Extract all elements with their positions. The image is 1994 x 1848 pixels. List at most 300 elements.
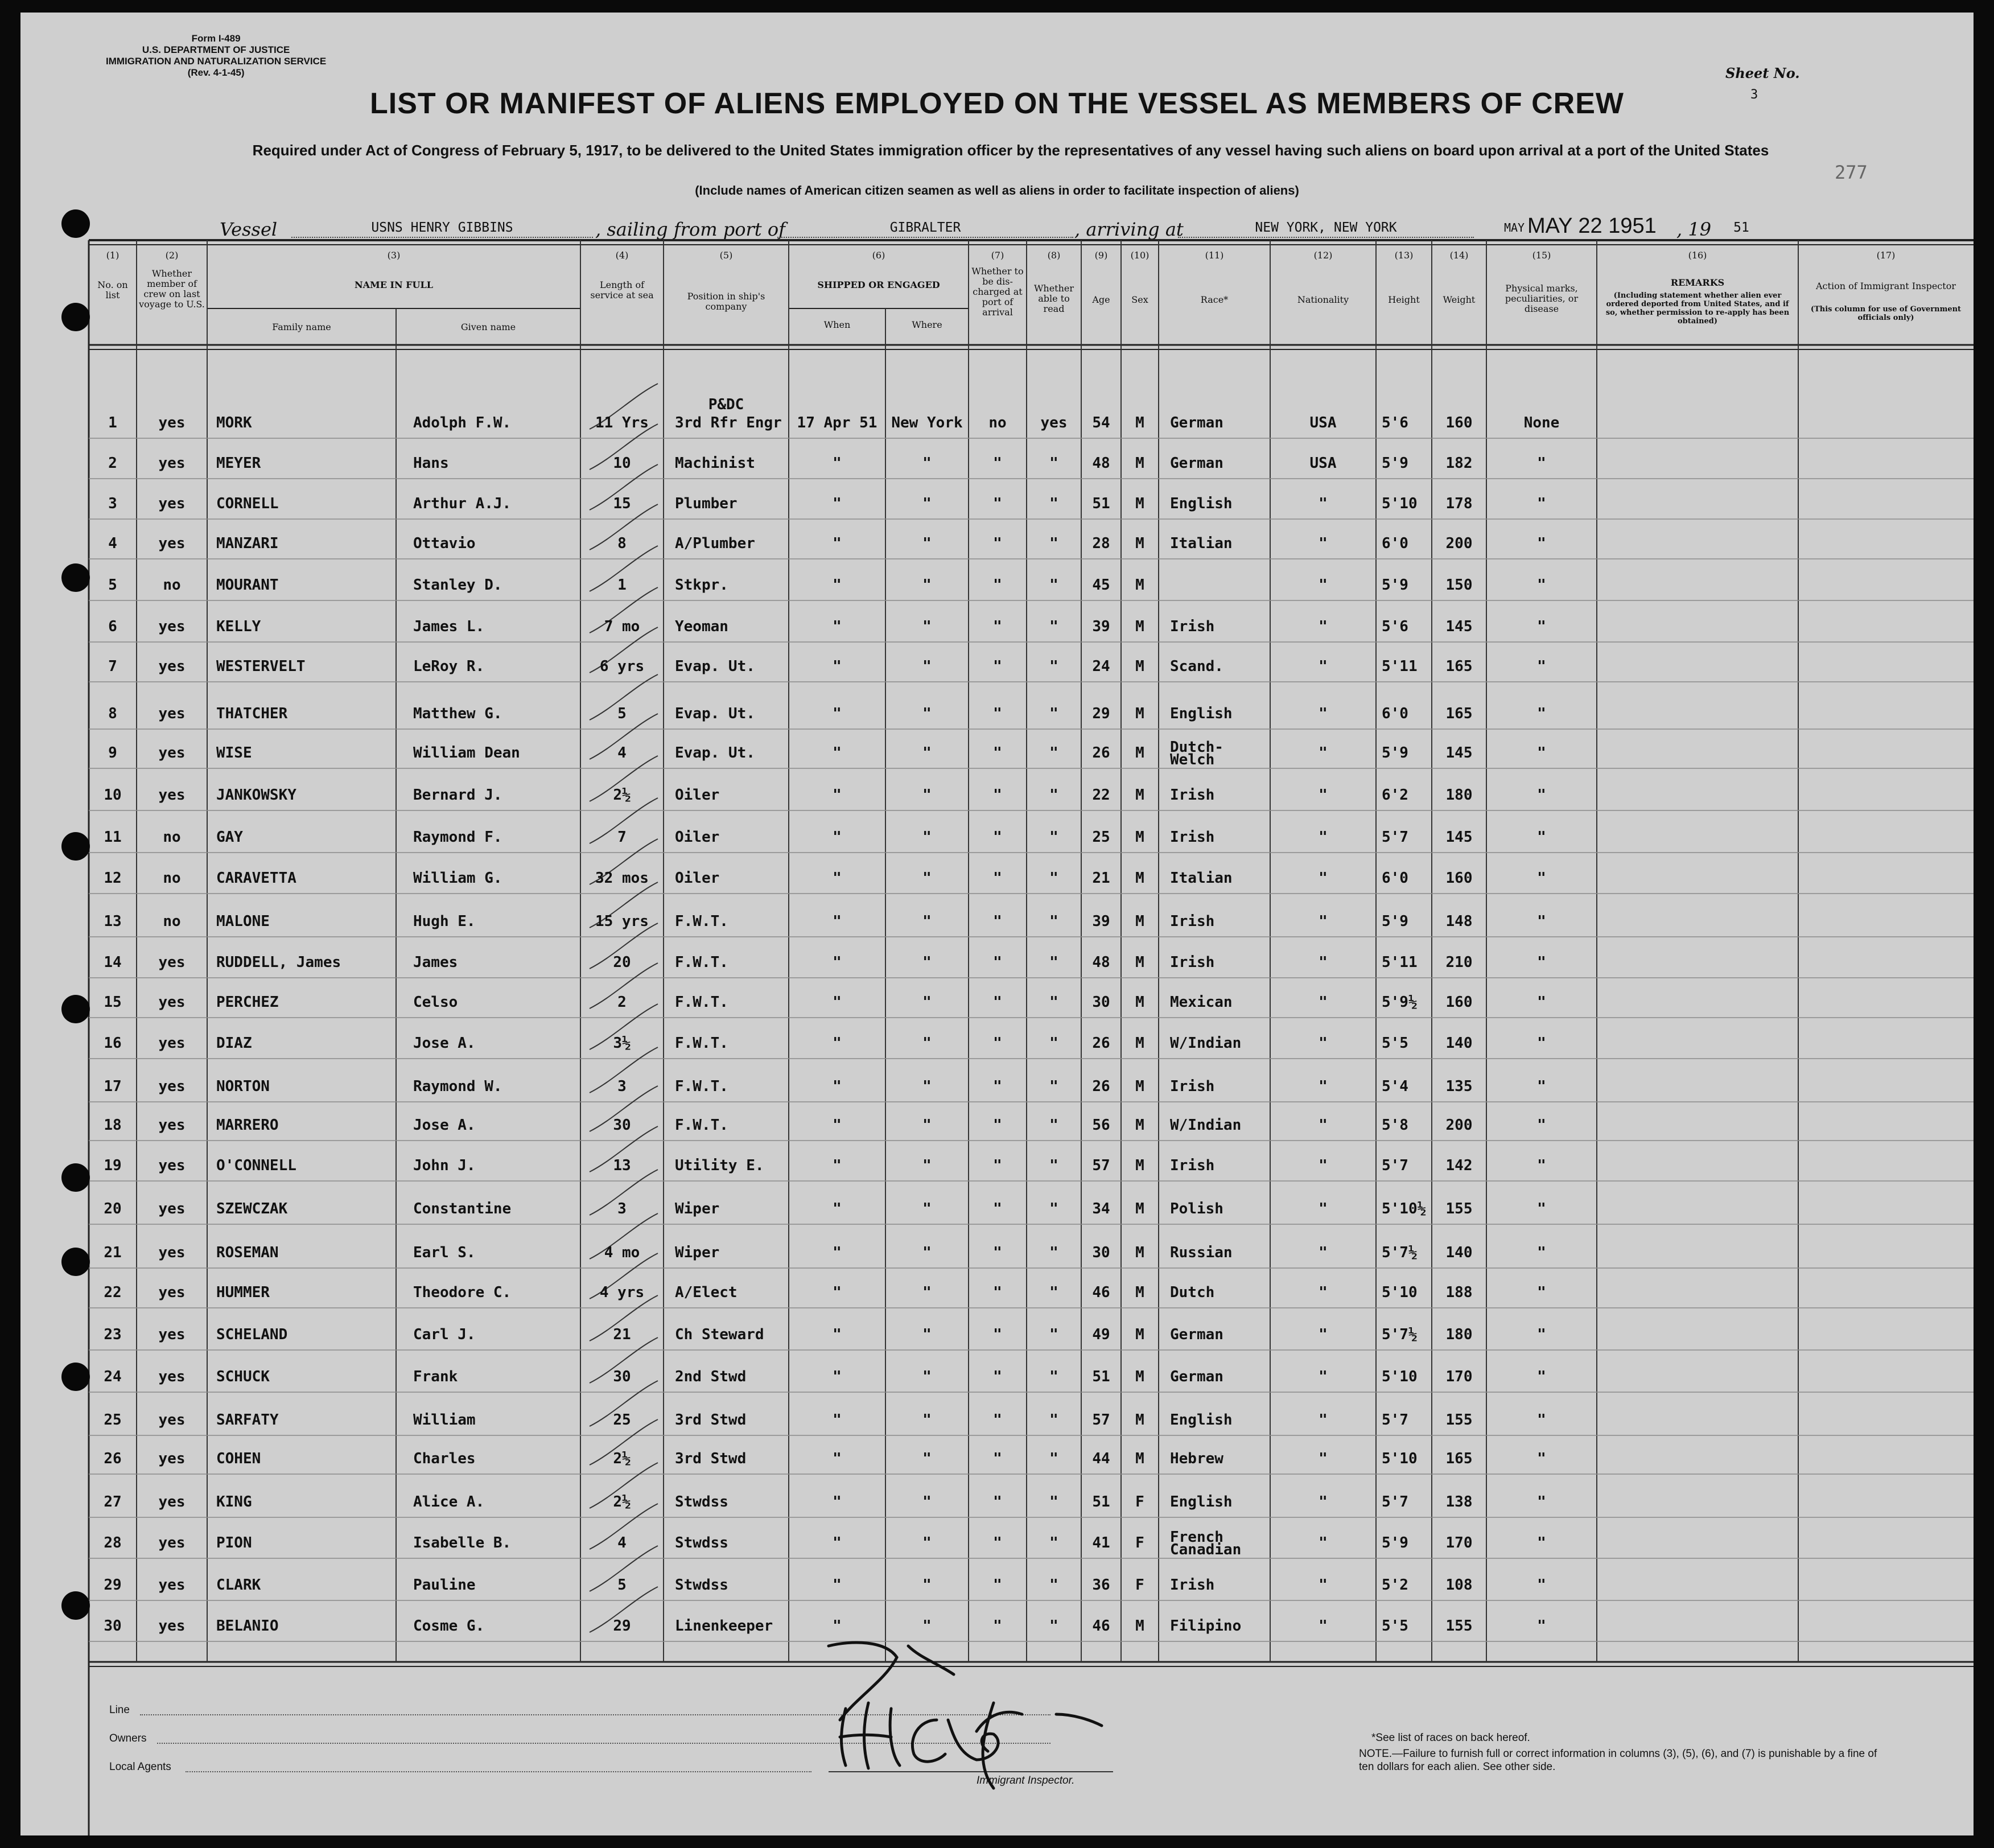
row-read: " [1049, 1284, 1058, 1301]
manifest-sheet [20, 13, 1974, 1835]
column-header-c11: Race* [1200, 294, 1229, 305]
row-marks: " [1537, 1577, 1546, 1594]
row-discharged: " [993, 1284, 1002, 1301]
row-discharged: " [993, 495, 1002, 512]
row-service: 5 [617, 1577, 627, 1594]
row-where: " [922, 1117, 932, 1134]
department-name: U.S. DEPARTMENT OF JUSTICE [142, 44, 290, 55]
line-label: Line [109, 1704, 130, 1716]
row-height: 6'0 [1382, 535, 1408, 552]
row-race: German [1170, 414, 1223, 431]
row-service: 30 [613, 1117, 631, 1134]
row-family: RUDDELL, James [216, 954, 341, 971]
row-nationality: " [1319, 577, 1328, 594]
row-age: 57 [1092, 1411, 1110, 1429]
row-prior: yes [158, 1617, 186, 1635]
row-service: 25 [613, 1411, 631, 1429]
row-given: Carl J. [413, 1326, 476, 1343]
row-weight: 178 [1445, 495, 1473, 512]
row-no: 13 [104, 913, 122, 930]
row-service: 4 mo [604, 1244, 640, 1261]
page-subtitle: Required under Act of Congress of February 5, 1917, to be delivered to the United States immigration officer by the representatives of any vessel having such aliens on board upon arrival at a port of the United States [252, 142, 1769, 159]
row-height: 5'7 [1382, 1411, 1408, 1429]
row-no: 15 [104, 994, 122, 1011]
row-where: " [922, 829, 932, 846]
row-where: " [922, 787, 932, 804]
row-nationality: " [1319, 1200, 1328, 1217]
row-discharged: no [988, 414, 1007, 431]
row-where: " [922, 618, 932, 635]
row-height: 5'6 [1382, 618, 1408, 635]
row-race: W/Indian [1170, 1117, 1242, 1134]
row-read: " [1049, 913, 1058, 930]
row-when: " [833, 1157, 842, 1174]
row-race: Irish [1170, 618, 1215, 635]
row-discharged: " [993, 1493, 1002, 1510]
row-when: " [833, 495, 842, 512]
row-service: 3 [617, 1078, 627, 1095]
row-weight: 150 [1445, 577, 1473, 594]
row-prior: yes [158, 1534, 186, 1551]
row-sex: F [1135, 1493, 1144, 1510]
row-race: English [1170, 705, 1233, 722]
row-read: " [1049, 1035, 1058, 1052]
row-sex: M [1135, 1157, 1144, 1174]
row-no: 18 [104, 1117, 122, 1134]
row-age: 36 [1092, 1577, 1110, 1594]
row-given: Raymond W. [413, 1078, 502, 1095]
column-number-12: (12) [1313, 250, 1333, 261]
row-marks: " [1537, 1244, 1546, 1261]
row-marks: " [1537, 829, 1546, 846]
row-position: 3rd Stwd [675, 1411, 747, 1429]
row-marks: " [1537, 1035, 1546, 1052]
row-read: " [1049, 1368, 1058, 1385]
row-position: Evap. Ut. [675, 705, 755, 722]
row-no: 29 [104, 1577, 122, 1594]
row-when: " [833, 455, 842, 472]
row-sex: M [1135, 1284, 1144, 1301]
row-weight: 170 [1445, 1534, 1473, 1551]
row-read: " [1049, 870, 1058, 887]
row-given: Hans [413, 455, 449, 472]
row-discharged: " [993, 1411, 1002, 1429]
row-race: Russian [1170, 1244, 1233, 1261]
column-header-c2: Whether member of crew on last voyage to U.S. [139, 268, 205, 310]
row-when: " [833, 1284, 842, 1301]
row-marks: " [1537, 455, 1546, 472]
row-discharged: " [993, 1326, 1002, 1343]
column-header-c10: Sex [1131, 294, 1148, 305]
row-where: " [922, 658, 932, 675]
row-position: 2nd Stwd [675, 1368, 747, 1385]
row-read: " [1049, 1244, 1058, 1261]
row-discharged: " [993, 744, 1002, 762]
row-race: Polish [1170, 1200, 1223, 1217]
row-family: HUMMER [216, 1284, 270, 1301]
row-prior: yes [158, 1450, 186, 1467]
column-number-5: (5) [719, 250, 733, 261]
row-no: 22 [104, 1284, 122, 1301]
row-family: MEYER [216, 455, 261, 472]
row-given: William Dean [413, 744, 520, 762]
form-number: Form I-489 [191, 33, 241, 44]
row-no: 21 [104, 1244, 122, 1261]
row-where: " [922, 1617, 932, 1635]
row-nationality: " [1319, 787, 1328, 804]
row-discharged: " [993, 577, 1002, 594]
row-discharged: " [993, 658, 1002, 675]
row-position: Stwdss [675, 1577, 728, 1594]
row-sex: M [1135, 1117, 1144, 1134]
row-where: " [922, 1157, 932, 1174]
row-given: Earl S. [413, 1244, 476, 1261]
row-prior: yes [158, 1157, 186, 1174]
row-sex: M [1135, 1450, 1144, 1467]
service-name: IMMIGRATION AND NATURALIZATION SERVICE [106, 56, 327, 67]
vessel-name-field: USNS HENRY GIBBINS [291, 220, 593, 238]
row-prior: yes [158, 535, 186, 552]
column-header-c4: Length of service at sea [590, 279, 654, 301]
row-read: " [1049, 994, 1058, 1011]
row-weight: 142 [1445, 1157, 1473, 1174]
row-discharged: " [993, 1078, 1002, 1095]
row-prior: no [163, 829, 181, 846]
row-service: 7 mo [604, 618, 640, 635]
row-sex: M [1135, 495, 1144, 512]
row-when: " [833, 829, 842, 846]
row-family: WISE [216, 744, 252, 762]
row-age: 26 [1092, 744, 1110, 762]
row-marks: " [1537, 1117, 1546, 1134]
row-sex: M [1135, 658, 1144, 675]
row-service: 4 [617, 1534, 627, 1551]
row-marks: " [1537, 954, 1546, 971]
row-read: " [1049, 1534, 1058, 1551]
row-weight: 165 [1445, 705, 1473, 722]
row-no: 14 [104, 954, 122, 971]
row-read: " [1049, 1078, 1058, 1095]
row-nationality: " [1319, 658, 1328, 675]
row-nationality: " [1319, 1368, 1328, 1385]
row-service: 20 [613, 954, 631, 971]
row-discharged: " [993, 1577, 1002, 1594]
row-marks: " [1537, 1200, 1546, 1217]
row-when: " [833, 1117, 842, 1134]
row-height: 5'10 [1382, 1368, 1418, 1385]
row-given: William G. [413, 870, 502, 887]
row-sex: M [1135, 414, 1144, 431]
row-given: Alice A. [413, 1493, 485, 1510]
row-position: Evap. Ut. [675, 658, 755, 675]
row-marks: " [1537, 705, 1546, 722]
row-position: Plumber [675, 495, 738, 512]
column-header-c3a: Family name [272, 322, 331, 332]
row-read: " [1049, 1326, 1058, 1343]
row-sex: M [1135, 994, 1144, 1011]
row-sex: M [1135, 1368, 1144, 1385]
row-no: 4 [108, 535, 117, 552]
row-discharged: " [993, 1368, 1002, 1385]
row-position: F.W.T. [675, 994, 728, 1011]
column-number-3: (3) [387, 250, 401, 261]
row-prior: yes [158, 1078, 186, 1095]
column-header-c13: Height [1388, 294, 1420, 305]
inspector-signature [806, 1623, 1124, 1794]
row-position: Stwdss [675, 1534, 728, 1551]
row-nationality: " [1319, 744, 1328, 762]
page-title: LIST OR MANIFEST OF ALIENS EMPLOYED ON THE VESSEL AS MEMBERS OF CREW [370, 87, 1624, 120]
column-number-15: (15) [1532, 250, 1551, 261]
row-marks: " [1537, 1078, 1546, 1095]
row-prior: no [163, 913, 181, 930]
row-age: 46 [1092, 1284, 1110, 1301]
row-position: Utility E. [675, 1157, 764, 1174]
row-no: 23 [104, 1326, 122, 1343]
row-where: " [922, 994, 932, 1011]
row-age: 24 [1092, 658, 1110, 675]
column-header-c3: NAME IN FULL [354, 279, 433, 290]
row-discharged: " [993, 618, 1002, 635]
row-height: 5'11 [1382, 658, 1418, 675]
row-position: A/Plumber [675, 535, 755, 552]
column-header-c14: Weight [1443, 294, 1476, 305]
row-position: F.W.T. [675, 913, 728, 930]
row-race: Irish [1170, 1157, 1215, 1174]
sailing-port-field: GIBRALTER [777, 220, 1073, 238]
binder-punch-hole [61, 832, 90, 861]
row-family: MANZARI [216, 535, 279, 552]
row-discharged: " [993, 1450, 1002, 1467]
row-height: 6'0 [1382, 705, 1408, 722]
row-sex: M [1135, 1078, 1144, 1095]
row-prior: yes [158, 705, 186, 722]
page-instruction: (Include names of American citizen seamen as well as aliens in order to facilitate inspection of aliens) [695, 183, 1299, 197]
row-position: Machinist [675, 455, 755, 472]
row-no: 8 [108, 705, 117, 722]
row-read: " [1049, 535, 1058, 552]
row-height: 5'10½ [1382, 1200, 1427, 1217]
row-race: Scand. [1170, 658, 1223, 675]
column-header-c16-sub: (Including statement whether alien ever ordered deported from United States, and if so, whether permission to re-apply has been obtained) [1605, 291, 1790, 326]
row-service: 2½ [613, 1493, 631, 1510]
sheet-number-value: 3 [1750, 88, 1758, 102]
row-read: " [1049, 705, 1058, 722]
row-sex: M [1135, 705, 1144, 722]
row-weight: 155 [1445, 1617, 1473, 1635]
row-given: Cosme G. [413, 1617, 485, 1635]
row-no: 16 [104, 1035, 122, 1052]
row-height: 5'5 [1382, 1035, 1408, 1052]
row-read: " [1049, 744, 1058, 762]
row-age: 39 [1092, 913, 1110, 930]
row-age: 26 [1092, 1078, 1110, 1095]
row-age: 51 [1092, 1493, 1110, 1510]
column-number-1: (1) [106, 250, 120, 261]
row-given: LeRoy R. [413, 658, 485, 675]
row-marks: " [1537, 535, 1546, 552]
row-when: " [833, 1035, 842, 1052]
row-service: 13 [613, 1157, 631, 1174]
row-age: 54 [1092, 414, 1110, 431]
row-weight: 155 [1445, 1411, 1473, 1429]
row-position: Oiler [675, 787, 720, 804]
row-family: CARAVETTA [216, 870, 296, 887]
row-no: 11 [104, 829, 122, 846]
row-nationality: " [1319, 535, 1328, 552]
row-weight: 135 [1445, 1078, 1473, 1095]
row-prior: yes [158, 994, 186, 1011]
row-read: " [1049, 954, 1058, 971]
row-height: 5'7 [1382, 1493, 1408, 1510]
row-marks: " [1537, 658, 1546, 675]
row-nationality: " [1319, 1411, 1328, 1429]
row-where: " [922, 870, 932, 887]
form-revision: (Rev. 4-1-45) [187, 67, 245, 78]
row-marks: " [1537, 577, 1546, 594]
row-age: 51 [1092, 495, 1110, 512]
row-family: GAY [216, 829, 243, 846]
row-discharged: " [993, 913, 1002, 930]
binder-punch-hole [61, 1363, 90, 1391]
column-header-c17-sub: (This column for use of Government officials only) [1810, 305, 1962, 322]
row-no: 27 [104, 1493, 122, 1510]
row-weight: 160 [1445, 870, 1473, 887]
row-position: F.W.T. [675, 1117, 728, 1134]
row-when: " [833, 705, 842, 722]
row-nationality: " [1319, 1117, 1328, 1134]
row-race: Irish [1170, 787, 1215, 804]
row-when: " [833, 1411, 842, 1429]
row-where: " [922, 1078, 932, 1095]
row-when: " [833, 787, 842, 804]
page-stamp-number: 277 [1835, 162, 1868, 183]
row-read: " [1049, 658, 1058, 675]
row-no: 7 [108, 658, 117, 675]
column-header-c3b: Given name [460, 322, 516, 332]
row-nationality: USA [1309, 414, 1337, 431]
row-sex: M [1135, 577, 1144, 594]
local-agents-label: Local Agents [109, 1761, 171, 1773]
row-no: 3 [108, 495, 117, 512]
row-given: Hugh E. [413, 913, 476, 930]
row-position: Evap. Ut. [675, 744, 755, 762]
row-height: 5'4 [1382, 1078, 1408, 1095]
row-race: Mexican [1170, 994, 1233, 1011]
row-service: 10 [613, 455, 631, 472]
row-prior: yes [158, 1035, 186, 1052]
row-where: " [922, 1200, 932, 1217]
row-marks: " [1537, 870, 1546, 887]
row-discharged: " [993, 1534, 1002, 1551]
row-age: 26 [1092, 1035, 1110, 1052]
row-where: " [922, 1534, 932, 1551]
row-where: " [922, 1450, 932, 1467]
row-where: " [922, 1368, 932, 1385]
row-family: WESTERVELT [216, 658, 306, 675]
row-no: 17 [104, 1078, 122, 1095]
row-age: 48 [1092, 455, 1110, 472]
row-family: PION [216, 1534, 252, 1551]
row-nationality: " [1319, 495, 1328, 512]
row-given: William [413, 1411, 476, 1429]
row-family: MALONE [216, 913, 270, 930]
row-where: New York [891, 414, 963, 431]
row-height: 6'0 [1382, 870, 1408, 887]
row-weight: 170 [1445, 1368, 1473, 1385]
row-read: " [1049, 577, 1058, 594]
row-nationality: " [1319, 1157, 1328, 1174]
row-given: Frank [413, 1368, 458, 1385]
row-nationality: " [1319, 618, 1328, 635]
row-position: F.W.T. [675, 1035, 728, 1052]
column-header-c6a: When [823, 319, 851, 330]
row-read: " [1049, 1157, 1058, 1174]
row-read: " [1049, 1117, 1058, 1134]
row-nationality: USA [1309, 455, 1337, 472]
row-no: 19 [104, 1157, 122, 1174]
row-no: 5 [108, 577, 117, 594]
row-position-company: P&DC [708, 396, 744, 413]
row-read: " [1049, 1200, 1058, 1217]
row-race: Italian [1170, 535, 1233, 552]
arriving-port-field: NEW YORK, NEW YORK [1178, 220, 1474, 238]
row-marks: " [1537, 1326, 1546, 1343]
row-given: James [413, 954, 458, 971]
row-race: English [1170, 1411, 1233, 1429]
row-when: " [833, 1493, 842, 1510]
row-height: 5'9½ [1382, 994, 1418, 1011]
binder-punch-hole [61, 303, 90, 331]
sailing-label: , sailing from port of [595, 219, 785, 240]
row-no: 6 [108, 618, 117, 635]
row-prior: yes [158, 787, 186, 804]
row-read: " [1049, 618, 1058, 635]
row-given: Jose A. [413, 1035, 476, 1052]
row-weight: 160 [1445, 994, 1473, 1011]
row-sex: M [1135, 787, 1144, 804]
row-nationality: " [1319, 1244, 1328, 1261]
row-weight: 182 [1445, 455, 1473, 472]
column-number-16: (16) [1688, 250, 1707, 261]
row-when: " [833, 1450, 842, 1467]
row-nationality: " [1319, 913, 1328, 930]
column-header-c8: Whether able to read [1033, 283, 1074, 314]
row-when: " [833, 1617, 842, 1635]
row-race: Irish [1170, 1577, 1215, 1594]
row-weight: 210 [1445, 954, 1473, 971]
row-position: Linenkeeper [675, 1617, 773, 1635]
row-prior: yes [158, 1326, 186, 1343]
row-height: 5'7½ [1382, 1244, 1418, 1261]
column-number-14: (14) [1449, 250, 1469, 261]
row-height: 5'10 [1382, 1284, 1418, 1301]
row-where: " [922, 1411, 932, 1429]
row-race: Italian [1170, 870, 1233, 887]
row-given: Celso [413, 994, 458, 1011]
row-age: 48 [1092, 954, 1110, 971]
row-weight: 145 [1445, 744, 1473, 762]
row-service: 4 [617, 744, 627, 762]
year-label: , 19 [1676, 219, 1712, 240]
column-number-11: (11) [1205, 250, 1224, 261]
row-marks: " [1537, 1411, 1546, 1429]
row-sex: M [1135, 954, 1144, 971]
row-height: 5'9 [1382, 455, 1408, 472]
row-nationality: " [1319, 1326, 1328, 1343]
row-prior: yes [158, 1284, 186, 1301]
row-age: 30 [1092, 994, 1110, 1011]
